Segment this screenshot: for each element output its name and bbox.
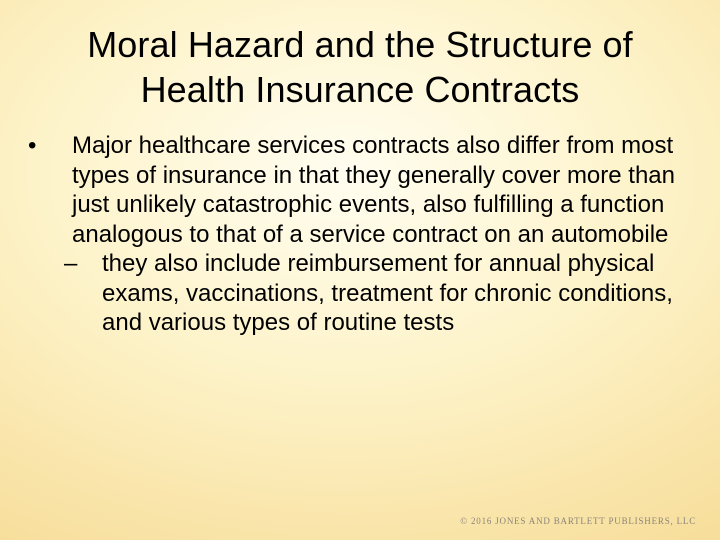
slide-title-line-2: Health Insurance Contracts <box>140 69 580 110</box>
copyright-notice: © 2016 JONES AND BARTLETT PUBLISHERS, LLC <box>460 516 696 526</box>
dash-icon: – <box>64 250 78 277</box>
bullet-text: Major healthcare services contracts also differ from most types of insurance in that they generally cover more than just unlikely catastrophic events, also fulfilling a function analogous to that of a service contract on an automobile <box>72 132 675 248</box>
slide-title-line-1: Moral Hazard and the Structure of <box>87 24 633 65</box>
sub-bullet-item <box>24 249 684 338</box>
sub-bullet-text: they also include reimbursement for annual physical exams, vaccinations, treatment for chronic conditions, and various types of routine tests <box>102 250 673 336</box>
bullet-item <box>24 131 684 338</box>
slide-title <box>30 22 690 112</box>
slide-body <box>24 131 684 338</box>
bullet-icon: • <box>28 132 37 159</box>
sub-bullet-list <box>64 249 684 338</box>
